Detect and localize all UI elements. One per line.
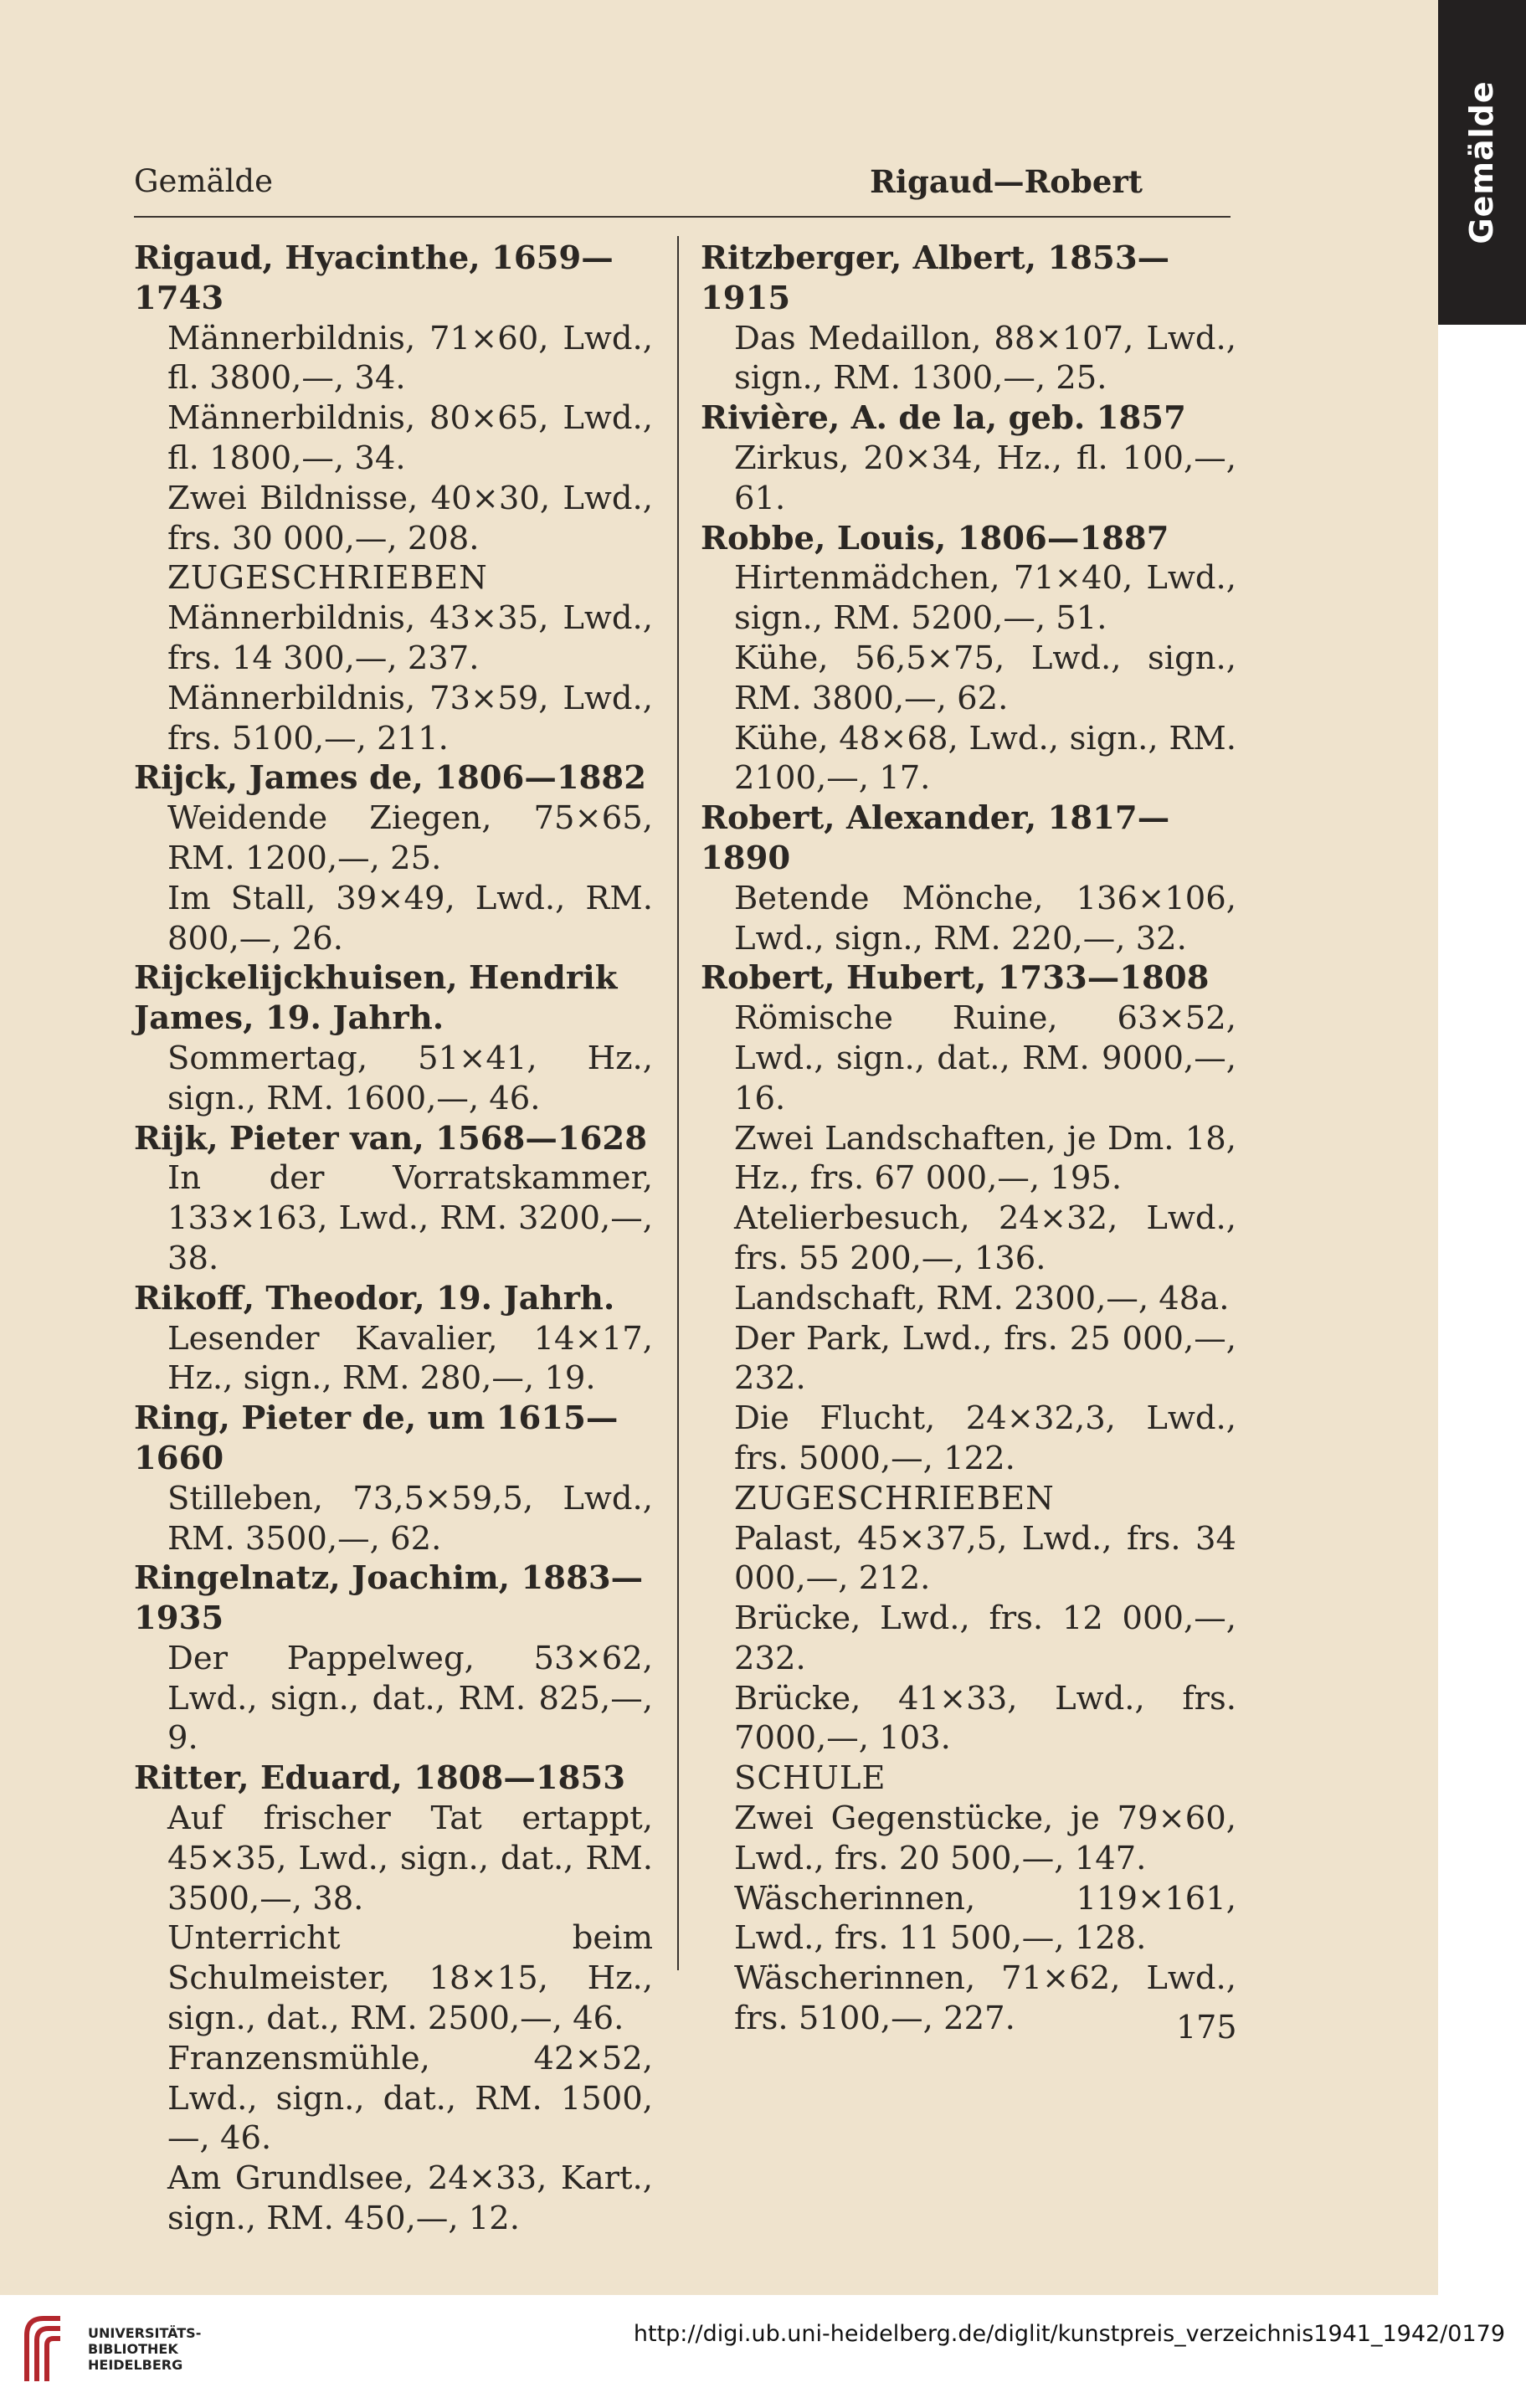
artwork-listing: Zwei Bildnisse, 40×30, Lwd., frs. 30 000,—, 208.: [167, 479, 653, 557]
artist-name: Rigaud, Hyacinthe, 1659—1743: [134, 239, 614, 317]
left-column: [134, 239, 653, 2239]
attribution-heading: ZUGESCHRIEBEN: [167, 559, 488, 598]
artist-entry: [134, 1759, 653, 2239]
artwork-listing: Kühe, 56,5×75, Lwd., sign., RM. 3800,—, 62.: [734, 639, 1236, 717]
artwork-listing: Atelierbesuch, 24×32, Lwd., frs. 55 200,—, 136.: [734, 1199, 1236, 1277]
artist-name: Rivière, A. de la, geb. 1857: [701, 399, 1186, 438]
source-url-link[interactable]: http://digi.ub.uni-heidelberg.de/diglit/kunstpreis_verzeichnis1941_1942/0179: [633, 2321, 1505, 2347]
artist-entry: [134, 1558, 653, 1759]
attribution-heading: ZUGESCHRIEBEN: [734, 1479, 1055, 1517]
artwork-listing: Kühe, 48×68, Lwd., sign., RM. 2100,—, 17.: [734, 719, 1236, 798]
artwork-listing: Landschaft, RM. 2300,—, 48a.: [734, 1279, 1230, 1317]
artwork-listing: Franzensmühle, 42×52, Lwd., sign., dat., RM. 1500,—, 46.: [167, 2039, 653, 2158]
artwork-listing: Palast, 45×37,5, Lwd., frs. 34 000,—, 212.: [734, 1519, 1236, 1598]
artwork-listing: Männerbildnis, 43×35, Lwd., frs. 14 300,—, 237.: [167, 599, 653, 677]
artist-entry: [134, 1119, 653, 1279]
artwork-listing: Die Flucht, 24×32,3, Lwd., frs. 5000,—, 122.: [734, 1399, 1236, 1477]
artwork-listing: Wäscherinnen, 71×62, Lwd., frs. 5100,—, 227.: [734, 1959, 1236, 2038]
library-logo-text: [88, 2325, 201, 2373]
artist-name: Rijckelijckhuisen, Hendrik James, 19. Jahrh.: [134, 959, 618, 1038]
artwork-listing: Männerbildnis, 71×60, Lwd., fl. 3800,—, 34.: [167, 319, 653, 398]
page-number: 175: [1176, 2009, 1237, 2046]
artwork-listing: Hirtenmädchen, 71×40, Lwd., sign., RM. 5200,—, 51.: [734, 559, 1236, 638]
library-logo-icon: [18, 2310, 69, 2385]
artwork-listing: Römische Ruine, 63×52, Lwd., sign., dat., RM. 9000,—, 16.: [734, 999, 1236, 1117]
artwork-listing: Stilleben, 73,5×59,5, Lwd., RM. 3500,—, 62.: [167, 1479, 653, 1558]
artwork-listing: Sommertag, 51×41, Hz., sign., RM. 1600,—, 46.: [167, 1039, 653, 1117]
artist-name: Rijk, Pieter van, 1568—1628: [134, 1119, 647, 1158]
artwork-listing: Männerbildnis, 73×59, Lwd., frs. 5100,—, 211.: [167, 679, 653, 757]
running-header-left: Gemälde: [134, 163, 274, 199]
artist-entry: [701, 239, 1236, 398]
artwork-listing: Weidende Ziegen, 75×65, RM. 1200,—, 25.: [167, 799, 653, 877]
artist-entry: [134, 239, 653, 758]
artwork-listing: Zwei Gegenstücke, je 79×60, Lwd., frs. 20 500,—, 147.: [734, 1800, 1236, 1877]
artwork-listing: Auf frischer Tat ertappt, 45×35, Lwd., sign., dat., RM. 3500,—, 38.: [167, 1800, 653, 1918]
column-divider: [677, 236, 679, 1970]
artwork-listing: Das Medaillon, 88×107, Lwd., sign., RM. 1300,—, 25.: [734, 319, 1236, 398]
artwork-listing: Brücke, 41×33, Lwd., frs. 7000,—, 103.: [734, 1679, 1236, 1758]
artist-entry: [701, 398, 1236, 518]
running-header-right: Rigaud—Robert: [870, 163, 1143, 200]
artist-name: Ring, Pieter de, um 1615—1660: [134, 1399, 619, 1477]
artwork-listing: Der Park, Lwd., frs. 25 000,—, 232.: [734, 1319, 1236, 1398]
artist-name: Robbe, Louis, 1806—1887: [701, 519, 1169, 557]
artwork-listing: Im Stall, 39×49, Lwd., RM. 800,—, 26.: [167, 879, 653, 958]
artwork-listing: Zirkus, 20×34, Hz., fl. 100,—, 61.: [734, 439, 1236, 517]
artwork-listing: Der Pappelweg, 53×62, Lwd., sign., dat., RM. 825,—, 9.: [167, 1639, 653, 1758]
artist-name: Rijck, James de, 1806—1882: [134, 759, 646, 798]
right-column: [701, 239, 1236, 2039]
artwork-listing: Zwei Landschaften, je Dm. 18, Hz., frs. 67 000,—, 195.: [734, 1119, 1236, 1198]
artwork-listing: In der Vorratskammer, 133×163, Lwd., RM. 3200,—, 38.: [167, 1159, 653, 1277]
artist-entry: [134, 1399, 653, 1558]
artist-entry: [701, 519, 1236, 799]
artist-name: Robert, Alexander, 1817—1890: [701, 799, 1170, 877]
artist-entry: [134, 758, 653, 958]
section-tab-label: Gemälde: [1463, 80, 1500, 244]
artist-entry: [701, 798, 1236, 958]
artist-entry: [701, 958, 1236, 2039]
artwork-listing: Männerbildnis, 80×65, Lwd., fl. 1800,—, 34.: [167, 399, 653, 477]
artist-entry: [134, 1279, 653, 1399]
artist-name: Robert, Hubert, 1733—1808: [701, 959, 1210, 998]
artwork-listing: Am Grundlsee, 24×33, Kart., sign., RM. 450,—, 12.: [167, 2159, 653, 2238]
attribution-heading: SCHULE: [734, 1759, 886, 1798]
header-rule: [134, 216, 1231, 218]
section-tab: [1438, 0, 1526, 325]
library-logo-text-content: UNIVERSITÄTS- BIBLIOTHEK HEIDELBERG: [88, 2325, 202, 2373]
artist-name: Ritter, Eduard, 1808—1853: [134, 1759, 625, 1798]
artist-name: Ringelnatz, Joachim, 1883—1935: [134, 1559, 644, 1638]
artist-name: Ritzberger, Albert, 1853—1915: [701, 239, 1170, 317]
artwork-listing: Brücke, Lwd., frs. 12 000,—, 232.: [734, 1599, 1236, 1677]
artist-entry: [134, 958, 653, 1118]
artwork-listing: Unterricht beim Schulmeister, 18×15, Hz., sign., dat., RM. 2500,—, 46.: [167, 1919, 653, 2038]
artist-name: Rikoff, Theodor, 19. Jahrh.: [134, 1279, 615, 1317]
artwork-listing: Wäscherinnen, 119×161, Lwd., frs. 11 500,—, 128.: [734, 1879, 1236, 1958]
artwork-listing: Betende Mönche, 136×106, Lwd., sign., RM. 220,—, 32.: [734, 879, 1236, 958]
artwork-listing: Lesender Kavalier, 14×17, Hz., sign., RM. 280,—, 19.: [167, 1319, 653, 1398]
